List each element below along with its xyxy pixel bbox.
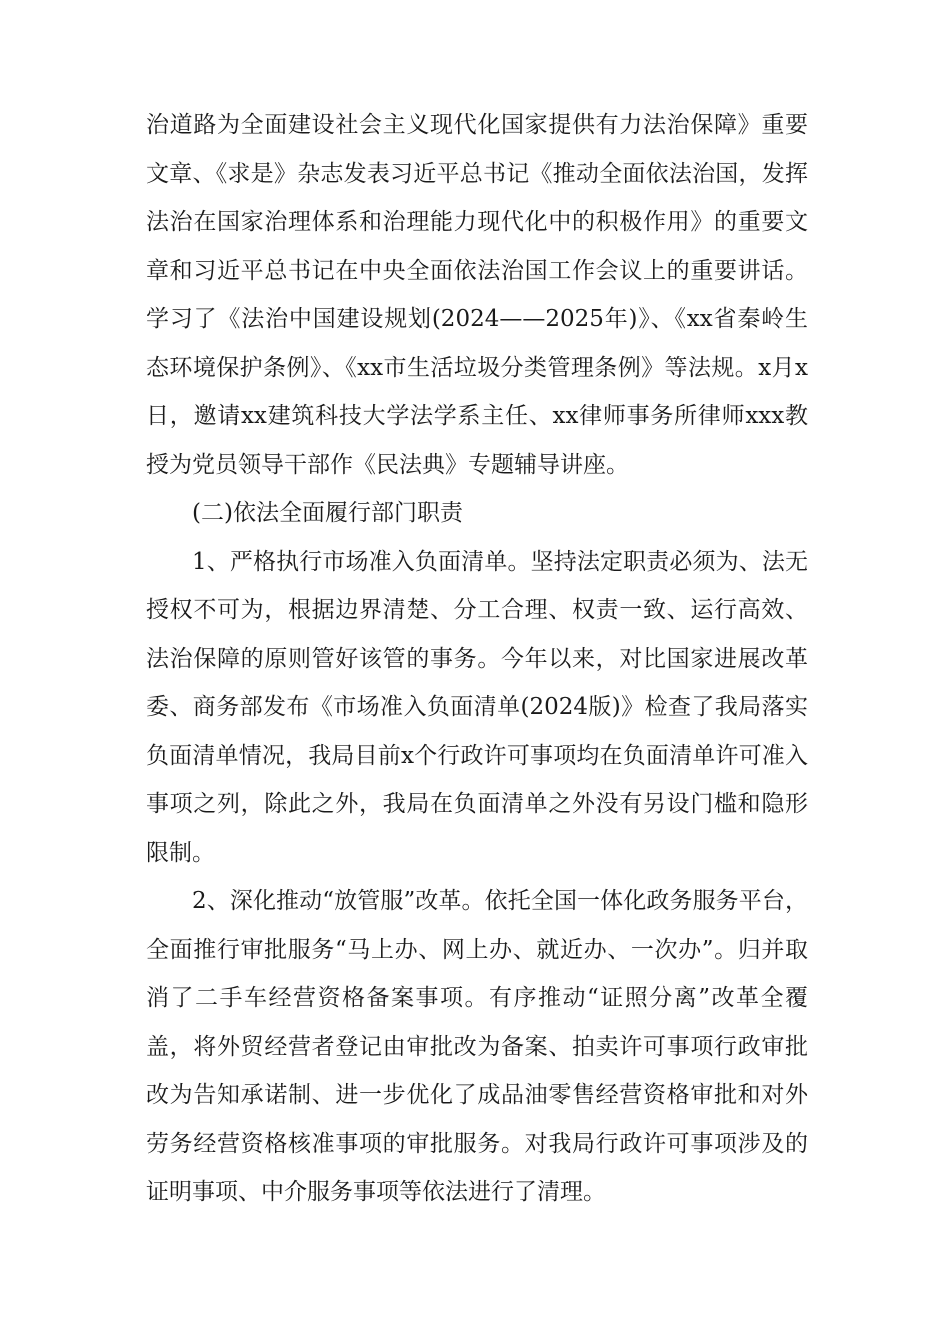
document-body (146, 101, 808, 1217)
paragraph-market-access: 1、严格执行市场准入负面清单。坚持法定职责必须为、法无授权不可为，根据边界清楚、分工合理、权责一致、运行高效、法治保障的原则管好该管的事务。今年以来，对比国家进展改革委、商务部发布《市场准入负面清单(2024版)》检查了我局落实负面清单情况，我局目前x个行政许可事项均在负面清单许可准入事项之列，除此之外，我局在负面清单之外没有另设门槛和隐形限制。 (146, 548, 808, 866)
section-heading: (二)依法全面履行部门职责 (192, 500, 463, 526)
paragraph-continuation: 治道路为全面建设社会主义现代化国家提供有力法治保障》重要文章、《求是》杂志发表习近平总书记《推动全面依法治国，发挥法治在国家治理体系和治理能力现代化中的积极作用》的重要文章和习近平总书记在中央全面依法治国工作会议上的重要讲话。学习了《法治中国建设规划(2024——2025年)》、《xx省秦岭生态环境保护条例》、《xx市生活垃圾分类管理条例》等法规。x月x日，邀请xx建筑科技大学法学系主任、xx律师事务所律师xxx教授为党员领导干部作《民法典》专题辅导讲座。 (146, 112, 808, 478)
paragraph-reform: 2、深化推动“放管服”改革。依托全国一体化政务服务平台，全面推行审批服务“马上办、网上办、就近办、一次办”。归并取消了二手车经营资格备案事项。有序推动“证照分离”改革全覆盖，将外贸经营者登记由审批改为备案、拍卖许可事项行政审批改为告知承诺制、进一步优化了成品油零售经营资格审批和对外劳务经营资格核准事项的审批服务。对我局行政许可事项涉及的证明事项、中介服务事项等依法进行了清理。 (146, 888, 808, 1205)
